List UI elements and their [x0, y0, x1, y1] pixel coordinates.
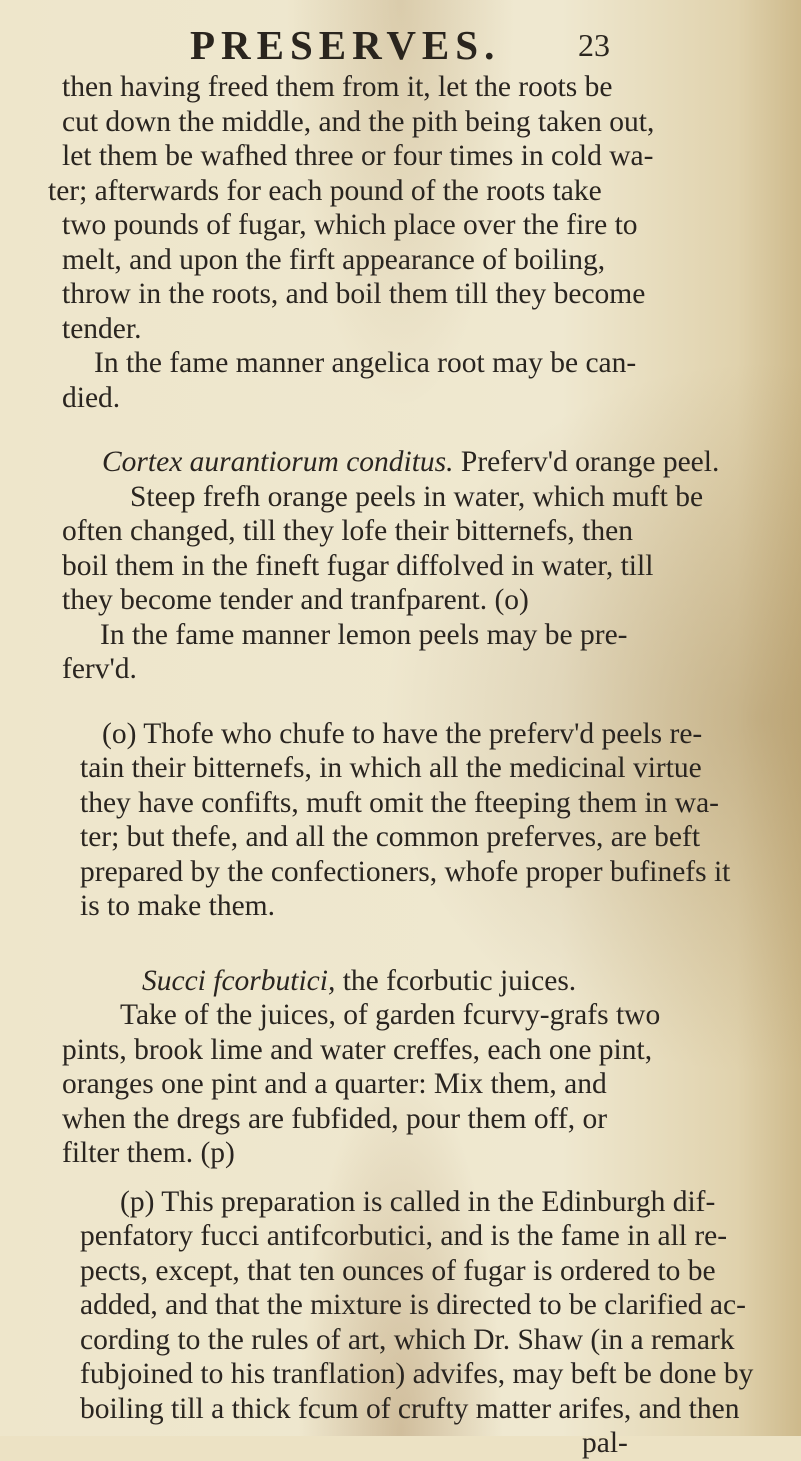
text-line: then having freed them from it, let the roots be — [62, 71, 613, 103]
text-line: two pounds of fugar, which place over the fire to — [62, 209, 638, 241]
text-line: pints, brook lime and water creffes, each one pint, — [62, 1033, 653, 1066]
body-text — [22, 70, 754, 1461]
footnote-line: tain their bitternefs, in which all the medicinal virtue — [80, 752, 702, 784]
text-line: Take of the juices, of garden fcurvy-grafs two — [120, 999, 661, 1031]
footnote-line: is to make them. — [80, 890, 275, 922]
page-number: 23 — [578, 26, 610, 63]
text-line: melt, and upon the firft appearance of boiling, — [62, 243, 606, 276]
text-line: oranges one pint and a quarter: Mix them, and — [62, 1068, 607, 1100]
text-line: In the fame manner lemon peels may be pre- — [100, 618, 628, 651]
footnote-line: boiling till a thick fcum of crufty matter arifes, and then — [80, 1392, 740, 1425]
paragraph-gap — [22, 415, 722, 445]
footnote-line: prepared by the confectioners, whofe proper bufinefs it — [80, 855, 731, 888]
text-line: throw in the roots, and boil them till they become — [62, 278, 646, 310]
heading-english: the fcorbutic juices. — [342, 964, 577, 997]
text-line: died. — [62, 381, 121, 414]
running-head: PRESERVES. — [190, 22, 501, 68]
text-line: ter; afterwards for each pound of the roots take — [48, 174, 602, 207]
section-heading-succi — [22, 964, 722, 999]
heading-latin: Cortex aurantiorum conditus. — [102, 446, 454, 478]
footnote-line: penfatory fucci antifcorbutici, and is the fame in all re- — [80, 1220, 728, 1252]
footnote-line: ter; but thefe, and all the common preferves, are beft — [80, 821, 701, 853]
text-line: they become tender and tranfparent. (o) — [62, 584, 529, 616]
paragraph-gap — [22, 687, 722, 717]
text-line: In the fame manner angelica root may be can- — [94, 347, 637, 379]
paragraph-gap — [22, 924, 722, 964]
text-line: tender. — [62, 312, 142, 345]
text-line: when the dregs are fubfided, pour them off, or — [62, 1102, 608, 1135]
text-line: often changed, till they lofe their bitternefs, then — [62, 515, 633, 547]
catchword: pal- — [582, 1427, 628, 1459]
page-header — [190, 20, 610, 70]
footnote-line: they have confifts, muft omit the fteeping them in wa- — [80, 786, 719, 819]
heading-latin: Succi fcorbutici, — [142, 964, 336, 997]
text-line: ferv'd. — [62, 653, 137, 685]
text-line: boil them in the fineft fugar diffolved in water, till — [62, 549, 654, 582]
footnote-line: fubjoined to his tranflation) advifes, may beft be done by — [80, 1358, 754, 1390]
footnote-line: added, and that the mixture is directed to be clarified ac- — [80, 1289, 746, 1321]
paragraph-gap — [22, 1171, 722, 1185]
text-line: filter them. (p) — [62, 1137, 235, 1169]
text-line: Steep frefh orange peels in water, which muft be — [130, 480, 704, 513]
section-heading-orange — [22, 445, 722, 480]
text-line: let them be wafhed three or four times in cold wa- — [62, 140, 654, 172]
heading-english: Preferv'd orange peel. — [460, 446, 720, 478]
footnote-line: pects, except, that ten ounces of fugar is ordered to be — [80, 1254, 716, 1287]
footnote-line: cording to the rules of art, which Dr. Shaw (in a remark — [80, 1323, 735, 1356]
text-line: cut down the middle, and the pith being taken out, — [62, 105, 655, 138]
footnote-line: (p) This preparation is called in the Edinburgh dif- — [120, 1185, 716, 1218]
footnote-line: (o) Thofe who chufe to have the preferv'd peels re- — [102, 717, 703, 750]
